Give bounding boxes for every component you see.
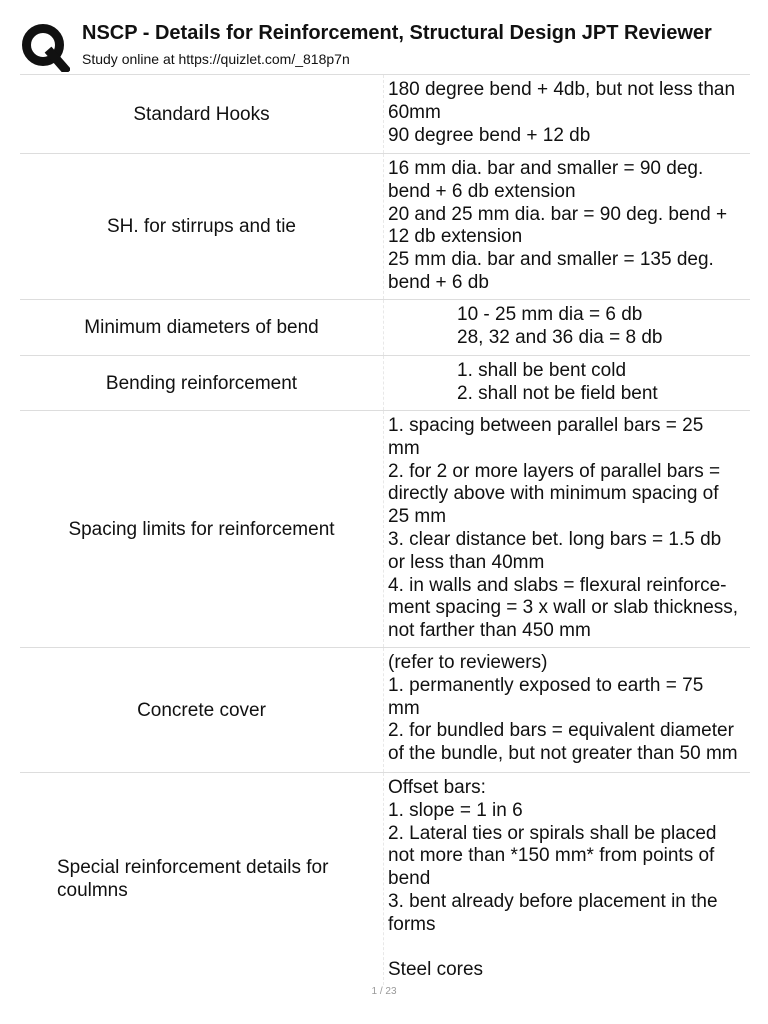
- definition-line: directly above with minimum spacing of: [388, 483, 719, 505]
- term-cell: SH. for stirrups and tie: [20, 154, 384, 299]
- study-online-link[interactable]: Study online at https://quizlet.com/_818p7n: [82, 51, 350, 67]
- term-cell: Special reinforcement details for coulmns: [20, 773, 384, 985]
- definition-line: 25 mm dia. bar and smaller = 135 deg.: [388, 249, 714, 271]
- definition-line: ment spacing = 3 x wall or slab thickness,: [388, 597, 739, 619]
- definition-cell: [384, 648, 750, 772]
- definition-line: 1. spacing between parallel bars = 25: [388, 415, 704, 436]
- definition-line: mm: [388, 437, 420, 459]
- term-cell: Standard Hooks: [20, 75, 384, 153]
- table-row: [20, 410, 750, 647]
- definition-line: 16 mm dia. bar and smaller = 90 deg.: [388, 158, 704, 179]
- definition-line: bend + 6 db: [388, 271, 489, 293]
- definition-line: not more than *150 mm* from points of: [388, 845, 715, 867]
- definition-line: Steel cores: [388, 959, 484, 981]
- definition-line: 2. shall not be field bent: [457, 382, 658, 404]
- blank-line: [388, 937, 746, 960]
- table-row: [20, 355, 750, 410]
- definition-cell: [384, 75, 750, 153]
- definition-line: of the bundle, but not greater than 50 mm: [388, 743, 738, 765]
- definition-line: 180 degree bend + 4db, but not less than: [388, 79, 736, 100]
- definition-line: 12 db extension: [388, 226, 523, 248]
- definition-cell: [384, 300, 750, 355]
- definition-line: 20 and 25 mm dia. bar = 90 deg. bend +: [388, 203, 728, 225]
- term-cell: Minimum diameters of bend: [20, 300, 384, 355]
- definition-line: not farther than 450 mm: [388, 620, 591, 642]
- definition-line: 1. permanently exposed to earth = 75: [388, 674, 704, 696]
- definition-line: 1. shall be bent cold: [457, 360, 627, 381]
- flashcard-table: [20, 74, 750, 985]
- definition-line: 28, 32 and 36 dia = 8 db: [457, 326, 663, 348]
- definition-cell: [384, 773, 750, 985]
- definition-line: forms: [388, 913, 436, 935]
- definition-line: (refer to reviewers): [388, 652, 548, 673]
- definition-line: 25 mm: [388, 506, 447, 528]
- definition-line: mm: [388, 697, 420, 719]
- definition-line: bend: [388, 868, 431, 890]
- page-number: 1 / 23: [371, 986, 397, 997]
- definition-line: 90 degree bend + 12 db: [388, 124, 591, 146]
- definition-line: 2. for 2 or more layers of parallel bars =: [388, 460, 721, 482]
- table-row: [20, 772, 750, 985]
- definition-line: 2. for bundled bars = equivalent diameter: [388, 720, 734, 742]
- table-row: [20, 74, 750, 153]
- table-row: [20, 299, 750, 355]
- definition-line: or less than 40mm: [388, 551, 545, 573]
- definition-line: 3. bent already before placement in the: [388, 890, 718, 912]
- definition-line: 10 - 25 mm dia = 6 db: [457, 304, 643, 325]
- document-title: NSCP - Details for Reinforcement, Structural Design JPT Reviewer: [82, 22, 712, 44]
- definition-line: 2. Lateral ties or spirals shall be placed: [388, 822, 717, 844]
- table-row: [20, 647, 750, 772]
- term-cell: Spacing limits for reinforcement: [20, 411, 384, 647]
- page-header: [0, 0, 768, 74]
- quizlet-logo-icon: [20, 22, 70, 72]
- definition-line: Offset bars:: [388, 777, 486, 798]
- table-row: [20, 153, 750, 299]
- definition-line: 60mm: [388, 101, 441, 123]
- definition-line: 4. in walls and slabs = flexural reinforce-: [388, 574, 727, 596]
- term-cell: Concrete cover: [20, 648, 384, 772]
- definition-line: 1. slope = 1 in 6: [388, 799, 523, 821]
- definition-cell: [384, 154, 750, 299]
- definition-cell: [384, 356, 750, 410]
- definition-cell: [384, 411, 750, 647]
- definition-line: 3. clear distance bet. long bars = 1.5 db: [388, 528, 722, 550]
- term-cell: Bending reinforcement: [20, 356, 384, 410]
- definition-line: bend + 6 db extension: [388, 180, 576, 202]
